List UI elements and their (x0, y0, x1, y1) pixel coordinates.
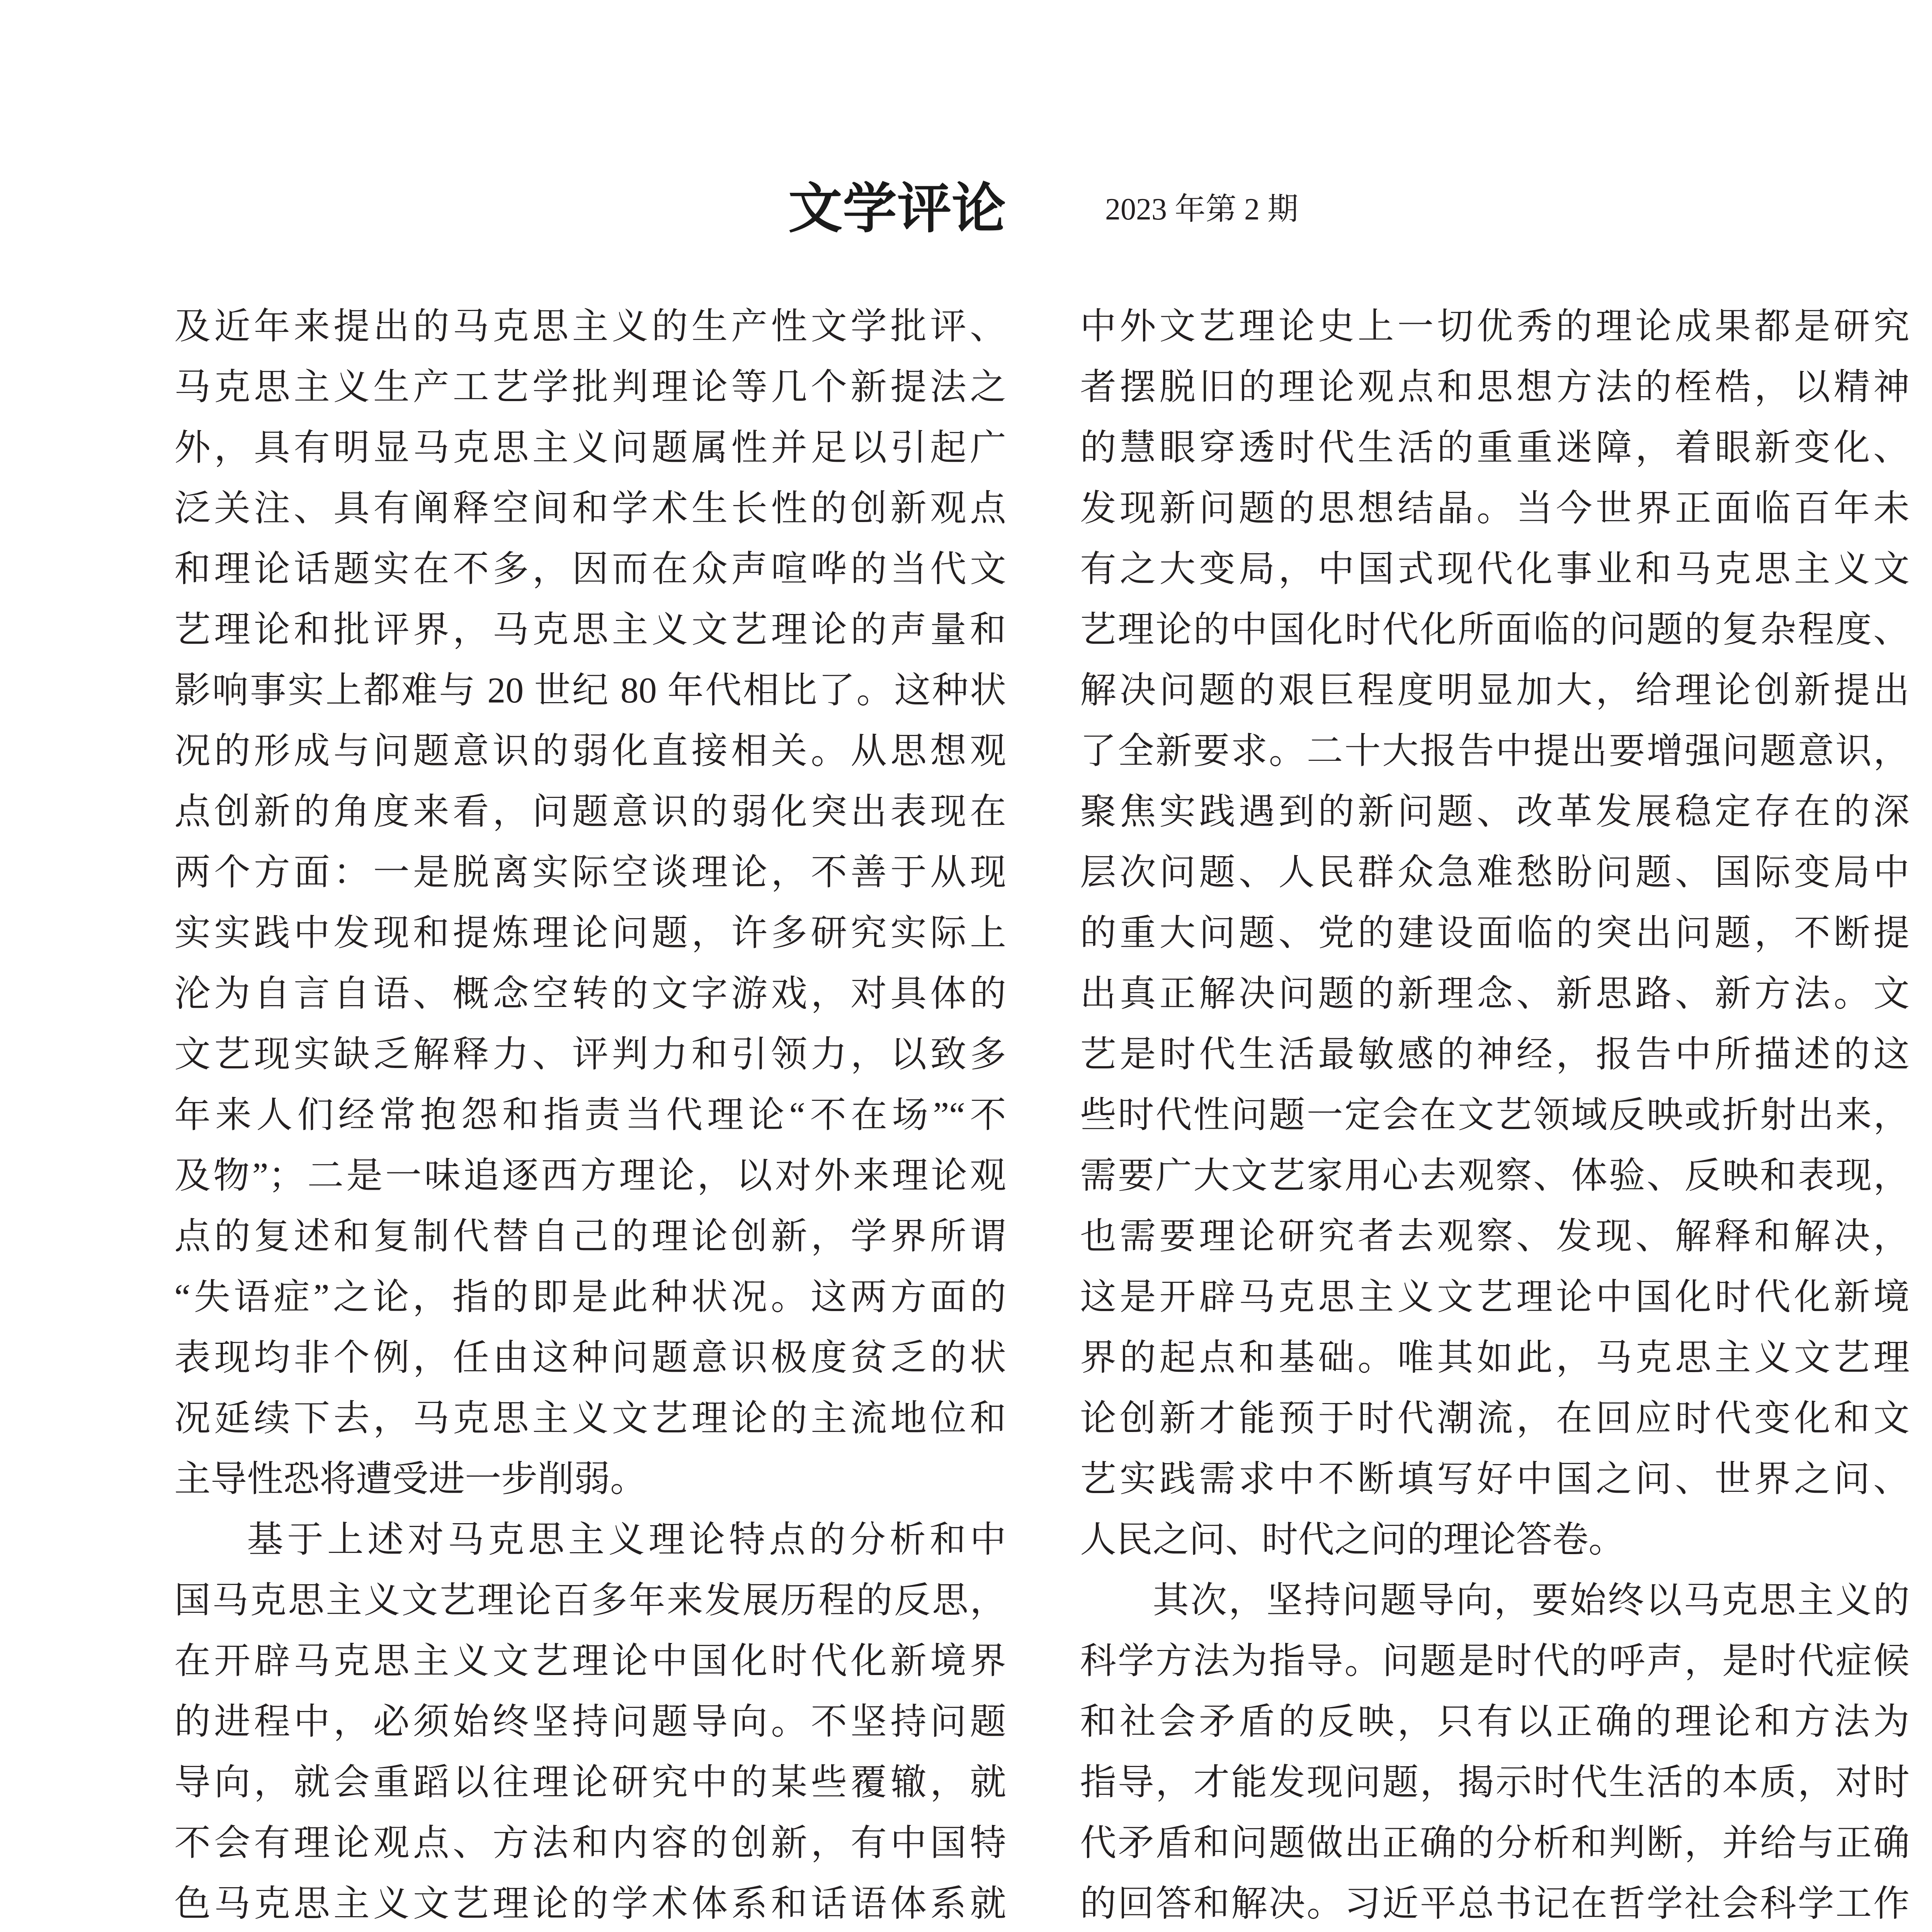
paragraph (174, 296, 1006, 1510)
text-line: 论创新才能预于时代潮流，在回应时代变化和文 (1080, 1398, 1910, 1439)
text-line: 聚焦实践遇到的新问题、改革发展稳定存在的深 (1080, 792, 1910, 832)
text-line: 国马克思主义文艺理论百多年来发展历程的反思， (174, 1580, 1006, 1621)
text-line: 色马克思主义文艺理论的学术体系和话语体系就 (174, 1884, 1006, 1924)
text-line: “失语症”之论，指的即是此种状况。这两方面的 (174, 1277, 1006, 1317)
text-line: 也需要理论研究者去观察、发现、解释和解决， (1080, 1216, 1910, 1257)
text-line: 主导性恐将遭受进一步削弱。 (174, 1459, 647, 1499)
paragraph (1080, 296, 1910, 1570)
text-line: 这是开辟马克思主义文艺理论中国化时代化新境 (1080, 1277, 1910, 1317)
text-line: 及近年来提出的马克思主义的生产性文学批评、 (174, 306, 1006, 347)
text-line: 点的复述和复制代替自己的理论创新，学界所谓 (174, 1216, 1006, 1257)
text-line: 了全新要求。二十大报告中提出要增强问题意识， (1080, 731, 1910, 771)
text-line: 界的起点和基础。唯其如此，马克思主义文艺理 (1080, 1338, 1910, 1378)
text-line: 者摆脱旧的理论观点和思想方法的桎梏，以精神 (1080, 367, 1910, 407)
right-column (1080, 296, 1910, 1932)
text-line: 出真正解决问题的新理念、新思路、新方法。文 (1080, 974, 1910, 1014)
text-line: 文艺现实缺乏解释力、评判力和引领力，以致多 (174, 1034, 1006, 1075)
text-line: 马克思主义生产工艺学批判理论等几个新提法之 (174, 367, 1006, 407)
text-line: 外，具有明显马克思主义问题属性并足以引起广 (174, 428, 1006, 468)
text-line: 科学方法为指导。问题是时代的呼声，是时代症候 (1080, 1641, 1910, 1681)
text-line: 的进程中，必须始终坚持问题导向。不坚持问题 (174, 1702, 1006, 1742)
text-line: 沦为自言自语、概念空转的文字游戏，对具体的 (174, 974, 1006, 1014)
text-line: 代矛盾和问题做出正确的分析和判断，并给与正确 (1080, 1823, 1910, 1863)
text-line: 艺是时代生活最敏感的神经，报告中所描述的这 (1080, 1034, 1910, 1075)
text-line: 艺理论和批评界，马克思主义文艺理论的声量和 (174, 610, 1006, 650)
text-line: 艺理论的中国化时代化所面临的问题的复杂程度、 (1080, 610, 1910, 650)
text-line: 和理论话题实在不多，因而在众声喧哗的当代文 (174, 549, 1006, 589)
text-line: 些时代性问题一定会在文艺领域反映或折射出来， (1080, 1095, 1910, 1135)
text-line: 基于上述对马克思主义理论特点的分析和中 (247, 1520, 1006, 1560)
text-line: 况延续下去，马克思主义文艺理论的主流地位和 (174, 1398, 1006, 1439)
text-line: 和社会矛盾的反映，只有以正确的理论和方法为 (1080, 1702, 1910, 1742)
text-line: 不会有理论观点、方法和内容的创新，有中国特 (174, 1823, 1006, 1863)
text-line: 在开辟马克思主义文艺理论中国化时代化新境界 (174, 1641, 1006, 1681)
text-line: 的回答和解决。习近平总书记在哲学社会科学工作 (1080, 1884, 1910, 1924)
left-column (174, 296, 1006, 1932)
text-line: 导向，就会重蹈以往理论研究中的某些覆辙，就 (174, 1762, 1006, 1803)
text-line: 中外文艺理论史上一切优秀的理论成果都是研究 (1080, 306, 1910, 347)
text-line: 两个方面：一是脱离实际空谈理论，不善于从现 (174, 852, 1006, 893)
text-line: 及物”；二是一味追逐西方理论，以对外来理论观 (174, 1156, 1006, 1196)
text-line: 的重大问题、党的建设面临的突出问题，不断提 (1080, 913, 1910, 953)
text-line: 影响事实上都难与 20 世纪 80 年代相比了。这种状 (174, 670, 1006, 711)
text-line: 泛关注、具有阐释空间和学术生长性的创新观点 (174, 488, 1006, 529)
text-line: 其次，坚持问题导向，要始终以马克思主义的 (1153, 1580, 1910, 1621)
text-line: 表现均非个例，任由这种问题意识极度贫乏的状 (174, 1338, 1006, 1378)
text-line: 人民之问、时代之问的理论答卷。 (1080, 1520, 1625, 1560)
text-line: 指导，才能发现问题，揭示时代生活的本质，对时 (1080, 1762, 1910, 1803)
text-line: 发现新问题的思想结晶。当今世界正面临百年未 (1080, 488, 1910, 529)
paragraph (174, 1510, 1006, 1932)
text-line: 需要广大文艺家用心去观察、体验、反映和表现， (1080, 1156, 1910, 1196)
text-line: 层次问题、人民群众急难愁盼问题、国际变局中 (1080, 852, 1910, 893)
text-line: 实实践中发现和提炼理论问题，许多研究实际上 (174, 913, 1006, 953)
text-line: 点创新的角度来看，问题意识的弱化突出表现在 (174, 792, 1006, 832)
text-line: 况的形成与问题意识的弱化直接相关。从思想观 (174, 731, 1006, 771)
text-line: 艺实践需求中不断填写好中国之问、世界之问、 (1080, 1459, 1910, 1499)
text-line: 解决问题的艰巨程度明显加大，给理论创新提出 (1080, 670, 1910, 711)
paragraph (1080, 1570, 1910, 1932)
text-line: 年来人们经常抱怨和指责当代理论“不在场”“不 (174, 1095, 1006, 1135)
text-line: 的慧眼穿透时代生活的重重迷障，着眼新变化、 (1080, 428, 1910, 468)
text-line: 有之大变局，中国式现代化事业和马克思主义文 (1080, 549, 1910, 589)
issue-label: 2023 年第 2 期 (1105, 192, 1298, 226)
journal-title-calligraphy: 文学评论 (788, 177, 1007, 240)
